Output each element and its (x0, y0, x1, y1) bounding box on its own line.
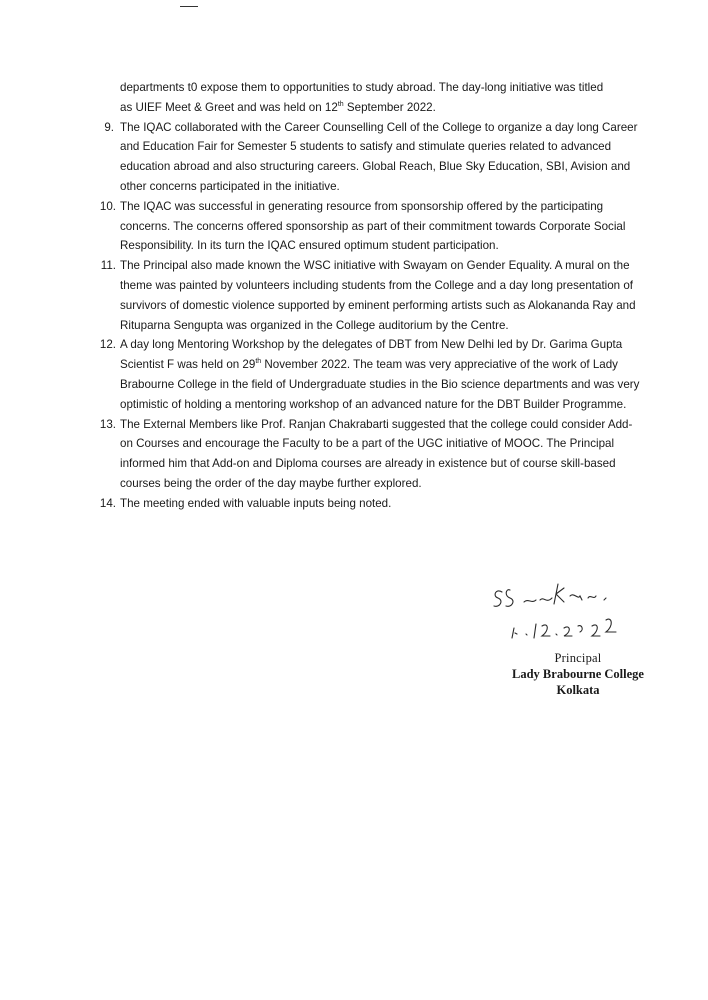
item-text-end: November 2022. The team was very appreciative of the work of Lady Brabourne College in the field of Undergraduate studies in the Bio science departments and was very optimistic of holding a mentoring workshop of an advanced nature for the DBT Builder Programme. (120, 358, 640, 411)
item-text: The IQAC collaborated with the Career Counselling Cell of the College to organize a day long Career and Education Fair for Semester 5 students to satisfy and stimulate queries related to advanced education abroad and also structuring careers. Global Reach, Blue Sky Education, SBI, Avision and other concerns participated in the initiative. (120, 120, 638, 193)
item-number: 11. (100, 259, 116, 273)
minutes-body (0, 78, 708, 514)
item-text: The External Members like Prof. Ranjan Chakrabarti suggested that the college could consider Add- on Courses and encourage the Faculty to be a part of the UGC initiative of MOOC. The Principal informed him that Add-on and Diploma courses are already in existence but of course skill-based courses being the order of the day maybe further explored. (120, 417, 633, 490)
list-item-13 (99, 415, 640, 494)
signatory-title: Principal (554, 651, 602, 665)
continuation-line-1: departments t0 expose them to opportunities to study abroad. The day-long initiative was titled (120, 81, 604, 94)
item-number: 9. (104, 120, 114, 134)
institution-city: Kolkata (556, 683, 600, 697)
list-item-9 (104, 118, 640, 197)
continuation-paragraph (120, 78, 640, 118)
item-text: The meeting ended with valuable inputs being noted. (120, 496, 392, 510)
list-item-12 (99, 335, 640, 414)
item-number: 13. (99, 417, 116, 431)
item-text: A day long Mentoring Workshop by the delegates of DBT from New Delhi led by Dr. Garima Gupta Scientist F was held on 29 (120, 338, 623, 372)
ordinal-suffix: th (337, 100, 344, 108)
institution-name: Lady Brabourne College (512, 667, 644, 681)
item-text: The Principal also made known the WSC initiative with Swayam on Gender Equality. A mural on the theme was painted by volunteers including students from the College and a day long presentation of survivors of domestic violence supported by eminent performing artists such as Alokananda Ray and Rituparna Sengupta was organized in the College auditorium by the Centre. (120, 259, 636, 332)
item-text: The IQAC was successful in generating resource from sponsorship offered by the participating concerns. The concerns offered sponsorship as part of their commitment towards Corporate Social Responsibility. In its turn the IQAC ensured optimum student participation. (120, 199, 626, 253)
page-top-mark (180, 6, 198, 7)
list-item-11 (100, 256, 640, 335)
signatory-details (478, 650, 678, 698)
handwritten-signature-icon (484, 578, 644, 640)
item-number: 10. (99, 199, 116, 213)
item-number: 12. (99, 338, 116, 352)
list-item-10 (99, 197, 640, 256)
ordinal-suffix: th (255, 358, 262, 366)
continuation-line-2-end: September 2022. (343, 100, 436, 114)
item-number: 14. (99, 496, 116, 510)
list-item-14 (99, 494, 640, 514)
continuation-line-2: as UIEF Meet & Greet and was held on 12 (120, 100, 338, 114)
